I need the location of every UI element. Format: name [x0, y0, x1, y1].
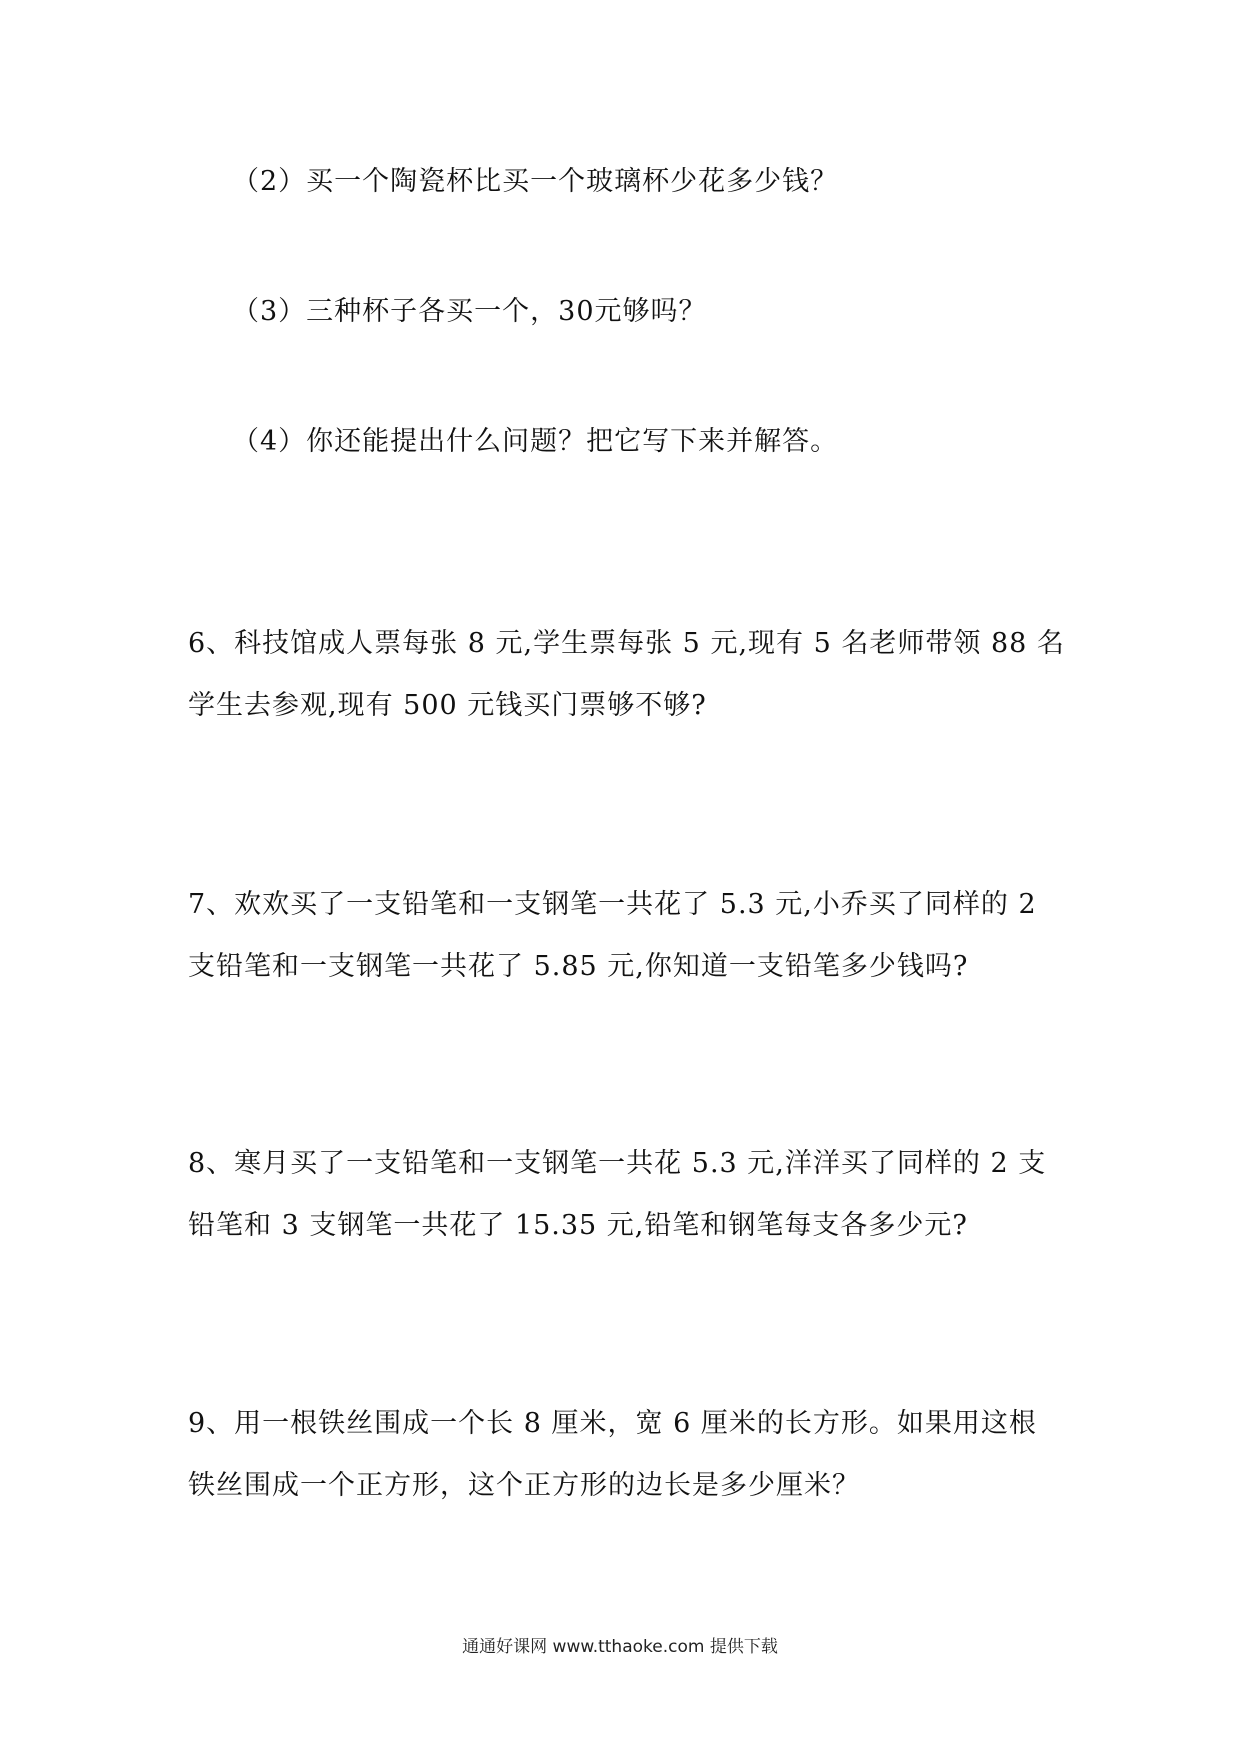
question-9-line-1: 9、用一根铁丝围成一个长 8 厘米，宽 6 厘米的长方形。如果用这根: [188, 1408, 1037, 1439]
question-7-line-1: 7、欢欢买了一支铅笔和一支钢笔一共花了 5.3 元,小乔买了同样的 2: [188, 889, 1037, 920]
question-6-line-1: 6、科技馆成人票每张 8 元,学生票每张 5 元,现有 5 名老师带领 88 名: [188, 628, 1065, 659]
footer-credit: 通通好课网 www.tthaoke.com 提供下载: [462, 1637, 778, 1657]
subquestion-3: （3）三种杯子各买一个，30元够吗？: [232, 296, 707, 327]
subquestion-2: （2）买一个陶瓷杯比买一个玻璃杯少花多少钱？: [232, 166, 839, 197]
question-8-line-1: 8、寒月买了一支铅笔和一支钢笔一共花 5.3 元,洋洋买了同样的 2 支: [188, 1148, 1047, 1179]
question-7-line-2: 支铅笔和一支钢笔一共花了 5.85 元,你知道一支铅笔多少钱吗?: [188, 951, 969, 982]
question-9-line-2: 铁丝围成一个正方形，这个正方形的边长是多少厘米？: [188, 1470, 860, 1501]
question-6-line-2: 学生去参观,现有 500 元钱买门票够不够?: [188, 690, 707, 721]
subquestion-4: （4）你还能提出什么问题？把它写下来并解答。: [232, 426, 839, 457]
question-8-line-2: 铅笔和 3 支钢笔一共花了 15.35 元,铅笔和钢笔每支各多少元?: [188, 1210, 968, 1241]
